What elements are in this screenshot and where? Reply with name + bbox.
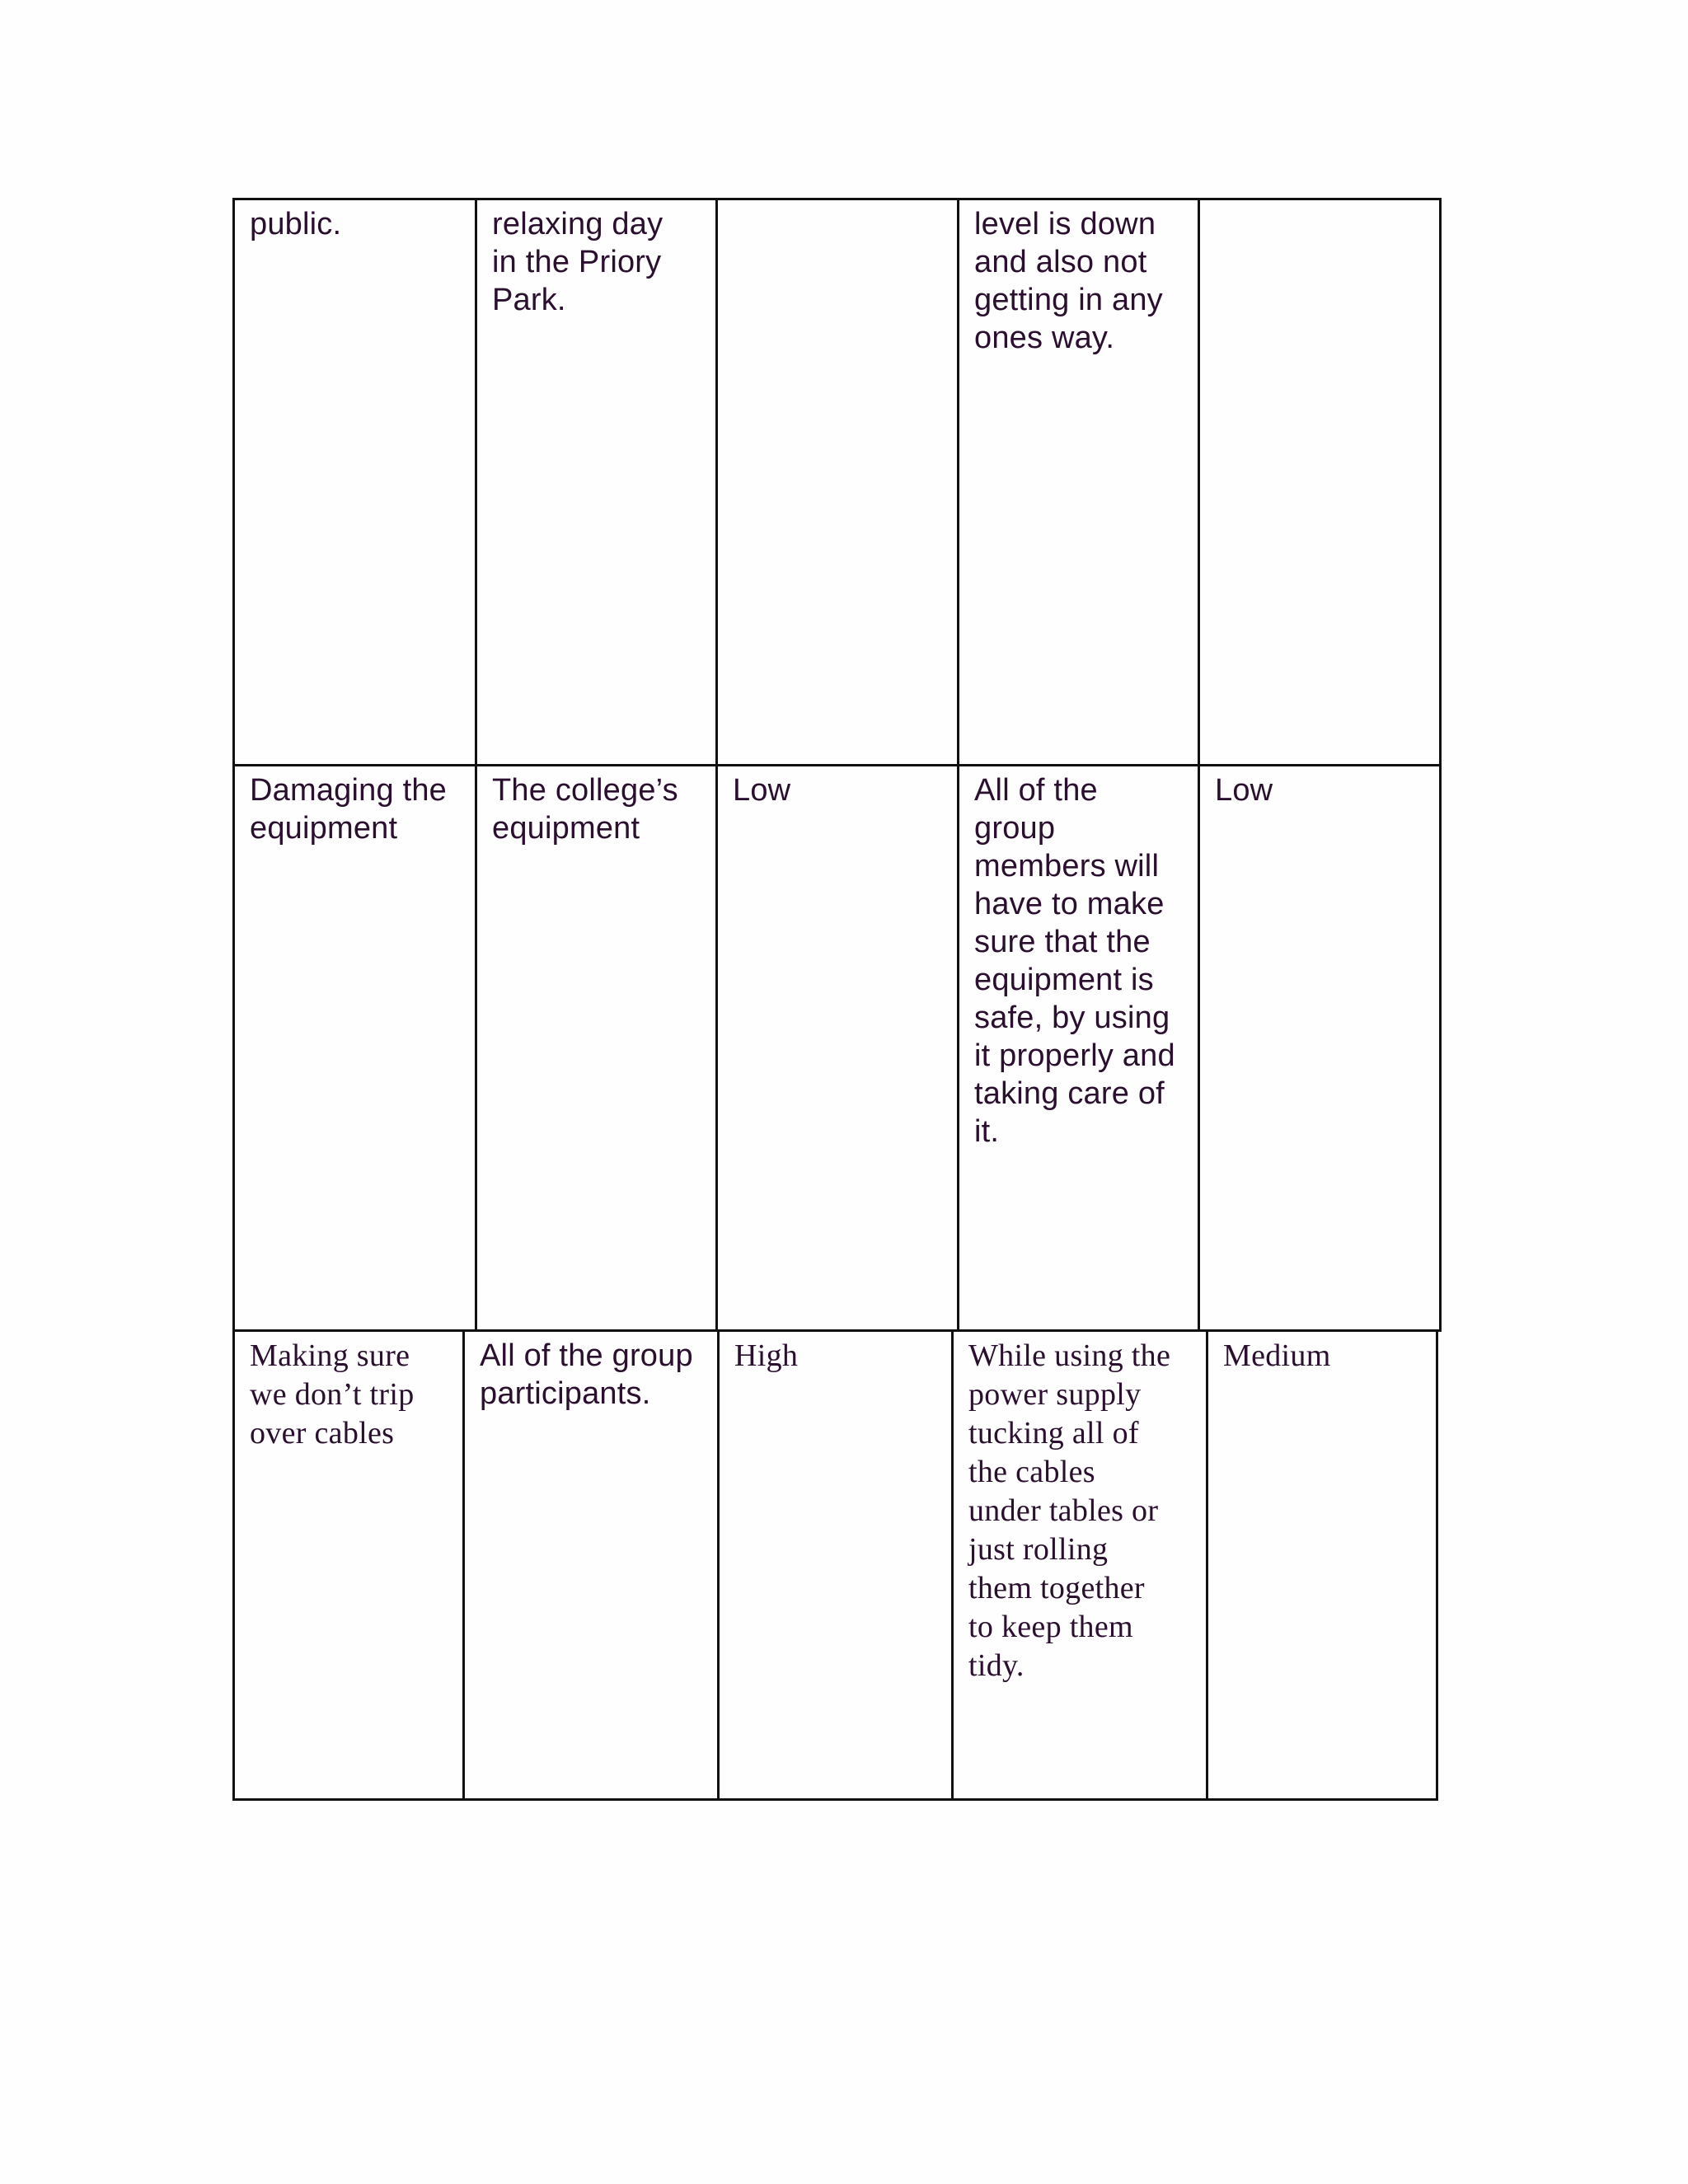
row3-control-text: While using the power supply tucking all of the cables under tables or just rolling them together to keep them tidy. xyxy=(968,1338,1171,1683)
row2-hazard-cell xyxy=(232,764,477,1332)
row3-hazard-cell xyxy=(232,1329,465,1801)
row2-who-text: The college’s equipment xyxy=(492,773,678,846)
row1-who-cell xyxy=(475,198,718,766)
row2-control-text: All of the group members will have to make sure that the equipment is safe, by using it properly and taking care of it. xyxy=(974,773,1175,1149)
row3-risk-text: High xyxy=(734,1338,799,1373)
row1-hazard-text: public. xyxy=(250,207,342,241)
row2-hazard-text: Damaging the equipment xyxy=(250,773,447,846)
row1-control-text: level is down and also not getting in any ones way. xyxy=(974,207,1163,355)
row1-control-cell xyxy=(957,198,1200,766)
row3-residual-cell xyxy=(1206,1329,1438,1801)
row2-who-cell xyxy=(475,764,718,1332)
row3-control-cell xyxy=(951,1329,1208,1801)
row1-who-text: relaxing day in the Priory Park. xyxy=(492,207,663,317)
row2-risk-cell xyxy=(715,764,959,1332)
row1-residual-cell xyxy=(1198,198,1442,766)
row2-control-cell xyxy=(957,764,1200,1332)
row3-residual-text: Medium xyxy=(1223,1338,1331,1373)
row2-residual-cell xyxy=(1198,764,1442,1332)
row2-residual-text: Low xyxy=(1215,773,1273,808)
row3-risk-cell xyxy=(717,1329,954,1801)
row1-risk-cell xyxy=(715,198,959,766)
row3-hazard-text: Making sure we don’t trip over cables xyxy=(250,1338,415,1451)
row2-risk-text: Low xyxy=(733,773,791,808)
row3-who-text: All of the group participants. xyxy=(480,1338,693,1411)
row3-who-cell xyxy=(462,1329,720,1801)
row1-hazard-cell xyxy=(232,198,477,766)
